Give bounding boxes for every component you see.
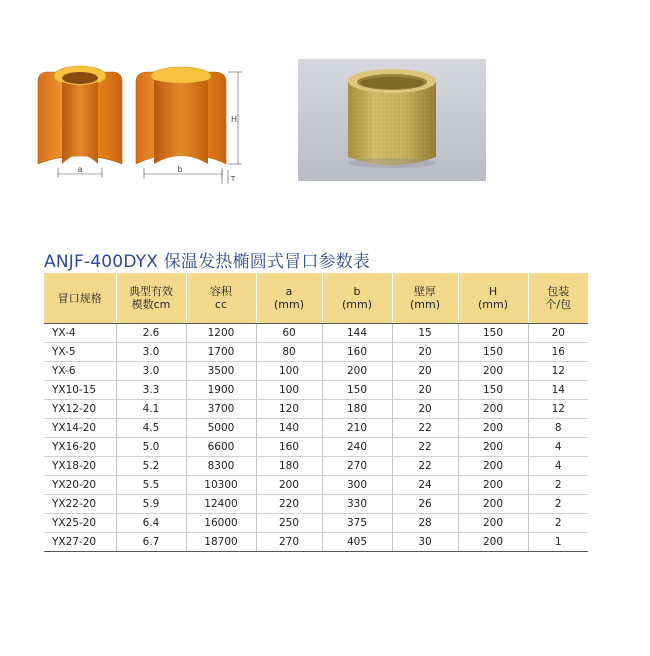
table-cell: 200 (458, 400, 528, 419)
product-photo (298, 59, 486, 181)
riser-model-cell: YX14-20 (44, 419, 116, 438)
table-row (44, 438, 588, 457)
table-cell: 12400 (186, 495, 256, 514)
table-cell: 375 (322, 514, 392, 533)
column-header (186, 273, 256, 324)
sleeve-front-view (38, 66, 122, 178)
table-cell: 200 (458, 514, 528, 533)
table-cell: 240 (322, 438, 392, 457)
table-cell: 6.7 (116, 533, 186, 552)
table-cell: 250 (256, 514, 322, 533)
table-cell: 4 (528, 438, 588, 457)
table-cell: 60 (256, 324, 322, 343)
table-cell: 80 (256, 343, 322, 362)
table-cell: 28 (392, 514, 458, 533)
table-cell: 14 (528, 381, 588, 400)
table-cell: 20 (392, 400, 458, 419)
table-cell: 200 (458, 362, 528, 381)
table-cell: 3.3 (116, 381, 186, 400)
table-cell: 20 (392, 381, 458, 400)
riser-model-cell: YX22-20 (44, 495, 116, 514)
table-cell: 180 (256, 457, 322, 476)
table-cell: 1 (528, 533, 588, 552)
table-cell: 140 (256, 419, 322, 438)
riser-model-cell: YX16-20 (44, 438, 116, 457)
dimension-a-label: a (77, 165, 83, 174)
column-header (116, 273, 186, 324)
table-cell: 20 (392, 362, 458, 381)
table-cell: 5.9 (116, 495, 186, 514)
table-cell: 220 (256, 495, 322, 514)
table-cell: 18700 (186, 533, 256, 552)
table-cell: 6.4 (116, 514, 186, 533)
table-cell: 200 (458, 533, 528, 552)
sleeve-side-view (136, 67, 242, 184)
column-header-line: 典型有效 (129, 285, 173, 298)
riser-model-cell: YX-4 (44, 324, 116, 343)
table-cell: 200 (458, 419, 528, 438)
table-cell: 1700 (186, 343, 256, 362)
table-cell: 150 (458, 343, 528, 362)
table-cell: 22 (392, 457, 458, 476)
riser-model-cell: YX10-15 (44, 381, 116, 400)
table-cell: 270 (256, 533, 322, 552)
table-cell: 3.0 (116, 343, 186, 362)
table-cell: 200 (458, 476, 528, 495)
table-cell: 200 (322, 362, 392, 381)
table-cell: 150 (458, 324, 528, 343)
table-cell: 144 (322, 324, 392, 343)
table-cell: 100 (256, 362, 322, 381)
column-header-line: 包装 (547, 285, 570, 298)
table-cell: 8 (528, 419, 588, 438)
table-cell: 4.1 (116, 400, 186, 419)
dimension-t-label: T (230, 175, 236, 183)
column-header-line: H (488, 285, 498, 298)
table-cell: 2 (528, 514, 588, 533)
table-cell: 26 (392, 495, 458, 514)
table-cell: 160 (256, 438, 322, 457)
table-row (44, 381, 588, 400)
column-header-line: 个/包 (545, 298, 572, 311)
dimension-h-label: H (230, 115, 238, 124)
riser-model-cell: YX25-20 (44, 514, 116, 533)
sleeve-diagrams (30, 60, 260, 190)
table-row (44, 343, 588, 362)
table-cell: 20 (528, 324, 588, 343)
table-cell: 20 (392, 343, 458, 362)
riser-model-cell: YX12-20 (44, 400, 116, 419)
column-header-line: 壁厚 (414, 285, 436, 298)
table-cell: 12 (528, 400, 588, 419)
column-header-line: 容积 (210, 285, 232, 298)
table-cell: 1900 (186, 381, 256, 400)
table-row (44, 495, 588, 514)
table-cell: 22 (392, 419, 458, 438)
riser-model-cell: YX-5 (44, 343, 116, 362)
table-cell: 2 (528, 476, 588, 495)
column-header (458, 273, 528, 324)
column-header-line: b (353, 285, 361, 298)
table-cell: 4.5 (116, 419, 186, 438)
table-cell: 2.6 (116, 324, 186, 343)
table-cell: 200 (256, 476, 322, 495)
table-cell: 200 (458, 438, 528, 457)
column-header (44, 273, 116, 324)
table-cell: 300 (322, 476, 392, 495)
table-cell: 16 (528, 343, 588, 362)
riser-model-cell: YX-6 (44, 362, 116, 381)
table-cell: 1200 (186, 324, 256, 343)
table-row (44, 457, 588, 476)
table-cell: 180 (322, 400, 392, 419)
table-cell: 16000 (186, 514, 256, 533)
table-row (44, 324, 588, 343)
table-body (44, 324, 588, 552)
column-header-line: a (285, 285, 293, 298)
table-cell: 3700 (186, 400, 256, 419)
table-cell: 100 (256, 381, 322, 400)
column-header-line: cc (214, 298, 228, 311)
table-cell: 160 (322, 343, 392, 362)
table-cell: 2 (528, 495, 588, 514)
column-header (256, 273, 322, 324)
table-cell: 200 (458, 457, 528, 476)
table-cell: 30 (392, 533, 458, 552)
column-header-line: (mm) (477, 298, 508, 311)
table-cell: 12 (528, 362, 588, 381)
column-header (528, 273, 588, 324)
table-header (44, 273, 588, 324)
table-cell: 3500 (186, 362, 256, 381)
table-cell: 6600 (186, 438, 256, 457)
table-cell: 405 (322, 533, 392, 552)
dimension-b-label: b (177, 165, 183, 174)
table-cell: 3.0 (116, 362, 186, 381)
column-header-line: (mm) (341, 298, 372, 311)
table-cell: 200 (458, 495, 528, 514)
table-row (44, 400, 588, 419)
column-header-line: (mm) (409, 298, 440, 311)
header-row (44, 273, 588, 324)
table-cell: 22 (392, 438, 458, 457)
table-cell: 210 (322, 419, 392, 438)
riser-model-cell: YX18-20 (44, 457, 116, 476)
table-cell: 5.5 (116, 476, 186, 495)
table-cell: 24 (392, 476, 458, 495)
table-row (44, 362, 588, 381)
riser-model-cell: YX20-20 (44, 476, 116, 495)
column-header-line: 模数cm (131, 298, 171, 311)
column-header-line: 冒口规格 (57, 291, 102, 305)
page-title: ANJF-400DYX 保温发热椭圆式冒口参数表 (44, 252, 371, 272)
table-cell: 15 (392, 324, 458, 343)
column-header (392, 273, 458, 324)
table-cell: 5.2 (116, 457, 186, 476)
table-row (44, 476, 588, 495)
table-cell: 330 (322, 495, 392, 514)
column-header (322, 273, 392, 324)
table-cell: 4 (528, 457, 588, 476)
table-cell: 150 (458, 381, 528, 400)
table-cell: 5000 (186, 419, 256, 438)
table-cell: 5.0 (116, 438, 186, 457)
table-cell: 8300 (186, 457, 256, 476)
table-cell: 10300 (186, 476, 256, 495)
table-cell: 120 (256, 400, 322, 419)
table-cell: 270 (322, 457, 392, 476)
table-row (44, 419, 588, 438)
riser-model-cell: YX27-20 (44, 533, 116, 552)
table-cell: 150 (322, 381, 392, 400)
table-row (44, 514, 588, 533)
column-header-line: (mm) (273, 298, 304, 311)
spec-table (44, 273, 588, 552)
table-row (44, 533, 588, 552)
